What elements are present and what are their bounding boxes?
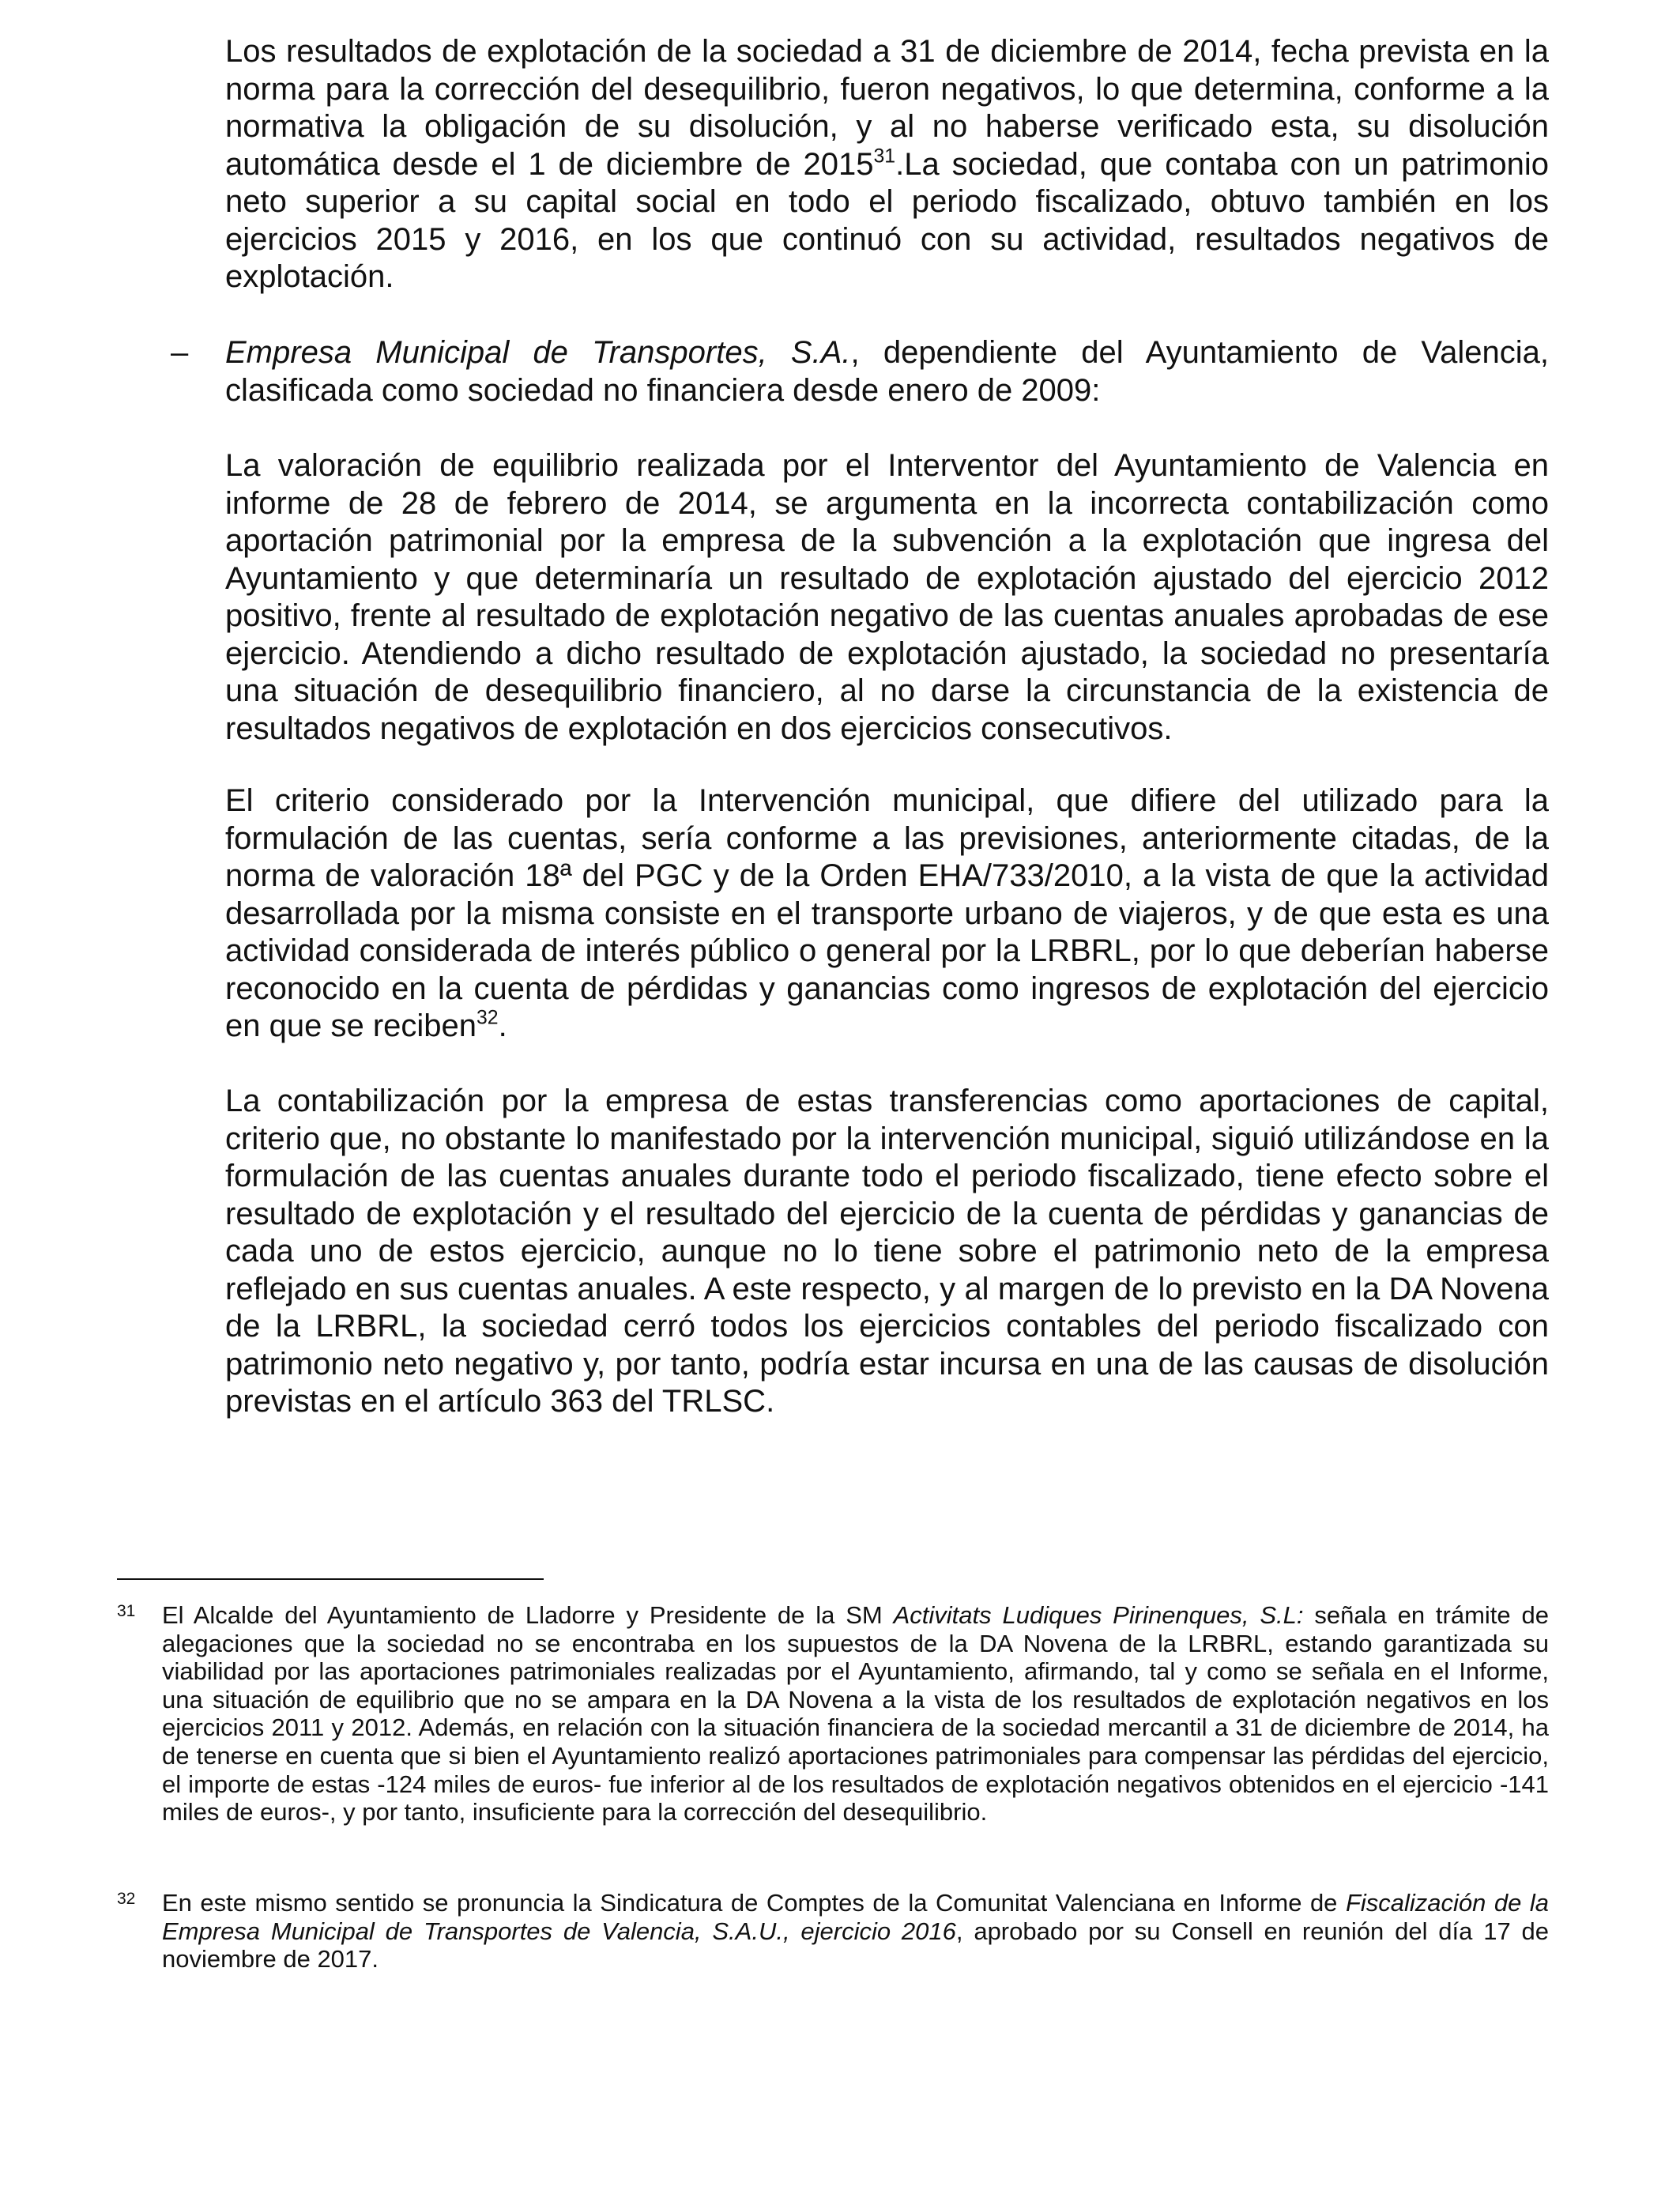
bullet-dash: – [171, 335, 189, 370]
footnote-ref-32[interactable]: 32 [477, 1007, 499, 1029]
footnote-number: 31 [117, 1602, 136, 1620]
footnote-32 [117, 1889, 1549, 1973]
paragraph-text: , dependiente del Ayuntamiento de Valencia, clasificada como sociedad no financiera desde enero de 2009: [225, 335, 1549, 408]
footnote-text [162, 1601, 1549, 1826]
footnote-text-part: , aprobado por su Consell en reunión del día 17 de noviembre de 2017. [162, 1917, 1549, 1973]
footnote-text-part: El Alcalde del Ayuntamiento de Lladorre y Presidente de la SM [162, 1601, 894, 1629]
footnote-italic: Activitats Ludiques Pirinenques, S.L: [893, 1601, 1304, 1629]
paragraph-text: El criterio considerado por la Intervención municipal, que difiere del utilizado para la formulación de las cuentas, sería conforme a las previsiones, anteriormente citadas, de la norma de valoración 18ª del PGC y de la Orden EHA/733/2010, a la vista de que la actividad desarrollada por la misma consiste en el transporte urbano de viajeros, y de que esta es una actividad considerada de interés público o general por la LRBRL, por lo que deberían haberse reconocido en la cuenta de pérdidas y ganancias como ingresos de explotación del ejercicio en que se reciben [225, 783, 1549, 1043]
footnote-separator [117, 1578, 544, 1580]
footnote-ref-31[interactable]: 31 [873, 145, 896, 168]
paragraph-disolucion [225, 33, 1549, 296]
footnote-text-part: señala en trámite de alegaciones que la sociedad no se encontraba en los supuestos de la DA Novena de la LRBRL, estando garantizada su viabilidad por las aportaciones patrimoniales realizadas por el Ayuntamiento, afirmando, tal y como se señala en el Informe, una situación de equilibrio que no se ampara en la DA Novena a la vista de los resultados de explotación negativos en los ejercicios 2011 y 2012. Además, en relación con la situación financiera de la sociedad mercantil a 31 de diciembre de 2014, ha de tenerse en cuenta que si bien el Ayuntamiento realizó aportaciones patrimoniales para compensar las pérdidas del ejercicio, el importe de estas -124 miles de euros- fue inferior al de los resultados de explotación negativos obtenidos en el ejercicio -141 miles de euros-, y por tanto, insuficiente para la corrección del desequilibrio. [162, 1601, 1549, 1826]
paragraph-text: .La sociedad, que contaba con un patrimonio neto superior a su capital social en todo el periodo fiscalizado, obtuvo también en los ejercicios 2015 y 2016, en los que continuó con su actividad, resultados negativos de explotación. [225, 146, 1550, 294]
footnote-text [162, 1889, 1549, 1973]
bullet-item-emt [225, 334, 1549, 409]
footnote-text-part: En este mismo sentido se pronuncia la Sindicatura de Comptes de la Comunitat Valenciana en Informe de [162, 1889, 1346, 1917]
company-name: Empresa Municipal de Transportes, S.A. [225, 335, 851, 370]
paragraph-criterio [225, 782, 1549, 1046]
footnote-31 [117, 1601, 1549, 1826]
footnote-number: 32 [117, 1890, 136, 1908]
footnote-italic: Fiscalización de la Empresa Municipal de Transportes de Valencia, S.A.U., ejercicio 2016 [162, 1889, 1549, 1945]
paragraph-text: Los resultados de explotación de la sociedad a 31 de diciembre de 2014, fecha prevista en la norma para la corrección del desequilibrio, fueron negativos, lo que determina, conforme a la normativa la obligación de su disolución, y al no haberse verificado esta, su disolución automática desde el 1 de diciembre de 2015 [225, 34, 1549, 182]
paragraph-contabilizacion: La contabilización por la empresa de estas transferencias como aportaciones de capital, criterio que, no obstante lo manifestado por la intervención municipal, siguió utilizándose en la formulación de las cuentas anuales durante todo el periodo fiscalizado, tiene efecto sobre el resultado de explotación y el resultado del ejercicio de la cuenta de pérdidas y ganancias de cada uno de estos ejercicio, aunque no lo tiene sobre el patrimonio neto de la empresa reflejado en sus cuentas anuales. A este respecto, y al margen de lo previsto en la DA Novena de la LRBRL, la sociedad cerró todos los ejercicios contables del periodo fiscalizado con patrimonio neto negativo y, por tanto, podría estar incursa en una de las causas de disolución previstas en el artículo 363 del TRLSC. [225, 1084, 1549, 1419]
paragraph-text: . [498, 1008, 507, 1043]
paragraph-valoracion: La valoración de equilibrio realizada por el Interventor del Ayuntamiento de Valencia en informe de 28 de febrero de 2014, se argumenta en la incorrecta contabilización como aportación patrimonial por la empresa de la subvención a la explotación que ingresa del Ayuntamiento y que determinaría un resultado de explotación ajustado del ejercicio 2012 positivo, frente al resultado de explotación negativo de las cuentas anuales aprobadas de ese ejercicio. Atendiendo a dicho resultado de explotación ajustado, la sociedad no presentaría una situación de desequilibrio financiero, al no darse la circunstancia de la existencia de resultados negativos de explotación en dos ejercicios consecutivos. [225, 448, 1549, 746]
